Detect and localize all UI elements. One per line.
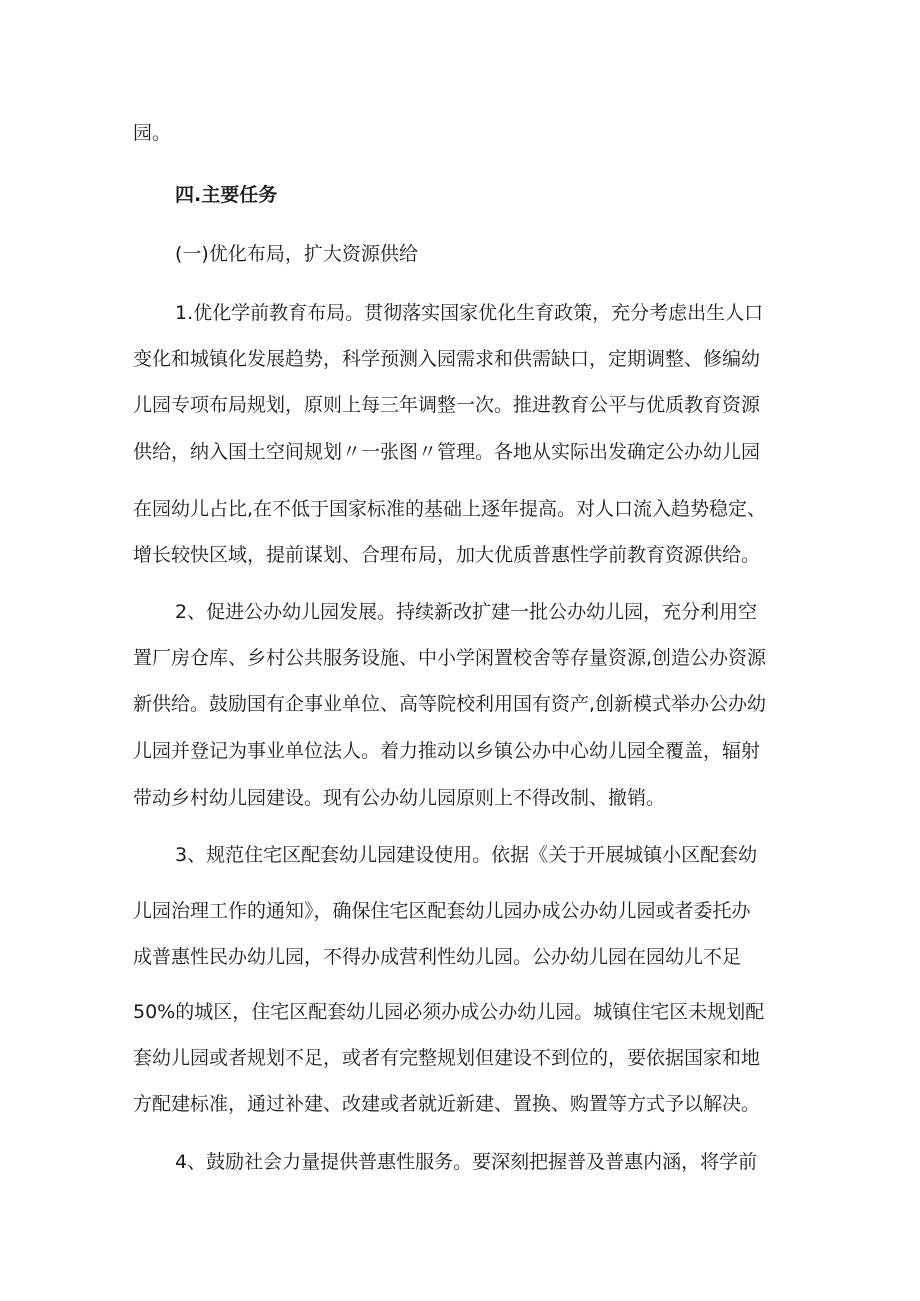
text-line: 增长较快区域，提前谋划、合理布局，加大优质普惠性学前教育资源供给。 xyxy=(133,544,761,566)
text-line: 方配建标准，通过补建、改建或者就近新建、置换、购置等方式予以解决。 xyxy=(133,1093,761,1115)
text-line: 儿园并登记为事业单位法人。着力推动以乡镇公办中心幼儿园全覆盖，辐射 xyxy=(133,740,761,762)
text-line: 1.优化学前教育布局。贯彻落实国家优化生育政策，充分考虑出生人口 xyxy=(175,302,764,324)
text-line: 变化和城镇化发展趋势，科学预测入园需求和供需缺口，定期调整、修编幼 xyxy=(133,348,761,370)
text-line: 新供给。鼓励国有企事业单位、高等院校利用国有资产,创新模式举办公办幼 xyxy=(133,693,767,715)
text-line: 供给，纳入国土空间规划〃一张图〃管理。各地从实际出发确定公办幼儿园 xyxy=(133,441,761,463)
text-line: 成普惠性民办幼儿园，不得办成营利性幼儿园。公办幼儿园在园幼儿不足 xyxy=(133,946,742,968)
text-line: 套幼儿园或者规划不足，或者有完整规划但建设不到位的，要依据国家和地 xyxy=(133,1047,761,1069)
text-line: 3、规范住宅区配套幼儿园建设使用。依据《关于开展城镇小区配套幼 xyxy=(175,844,758,866)
text-line: 50%的城区，住宅区配套幼儿园必须办成公办幼儿园。城镇住宅区未规划配 xyxy=(133,1001,765,1023)
text-line: 在园幼儿占比,在不低于国家标准的基础上逐年提高。对人口流入趋势稳定、 xyxy=(133,498,767,520)
text-line: 置厂房仓库、乡村公共服务设施、中小学闲置校舍等存量资源,创造公办资源 xyxy=(133,647,767,669)
text-line: 带动乡村幼儿园建设。现有公办幼儿园原则上不得改制、撤销。 xyxy=(133,787,666,809)
subsection-heading: (一)优化布局，扩大资源供给 xyxy=(175,243,418,265)
text-line: 2、促进公办幼儿园发展。持续新改扩建一批公办幼儿园，充分利用空 xyxy=(175,601,758,623)
text-line: 4、鼓励社会力量提供普惠性服务。要深刻把握普及普惠内涵，将学前 xyxy=(175,1151,758,1173)
text-line: 儿园治理工作的通知》，确保住宅区配套幼儿园办成公办幼儿园或者委托办 xyxy=(133,900,751,922)
text-line: 园。 xyxy=(133,122,172,144)
section-heading: 四.主要任务 xyxy=(175,184,278,206)
text-line: 儿园专项布局规划，原则上每三年调整一次。推进教育公平与优质教育资源 xyxy=(133,394,761,416)
